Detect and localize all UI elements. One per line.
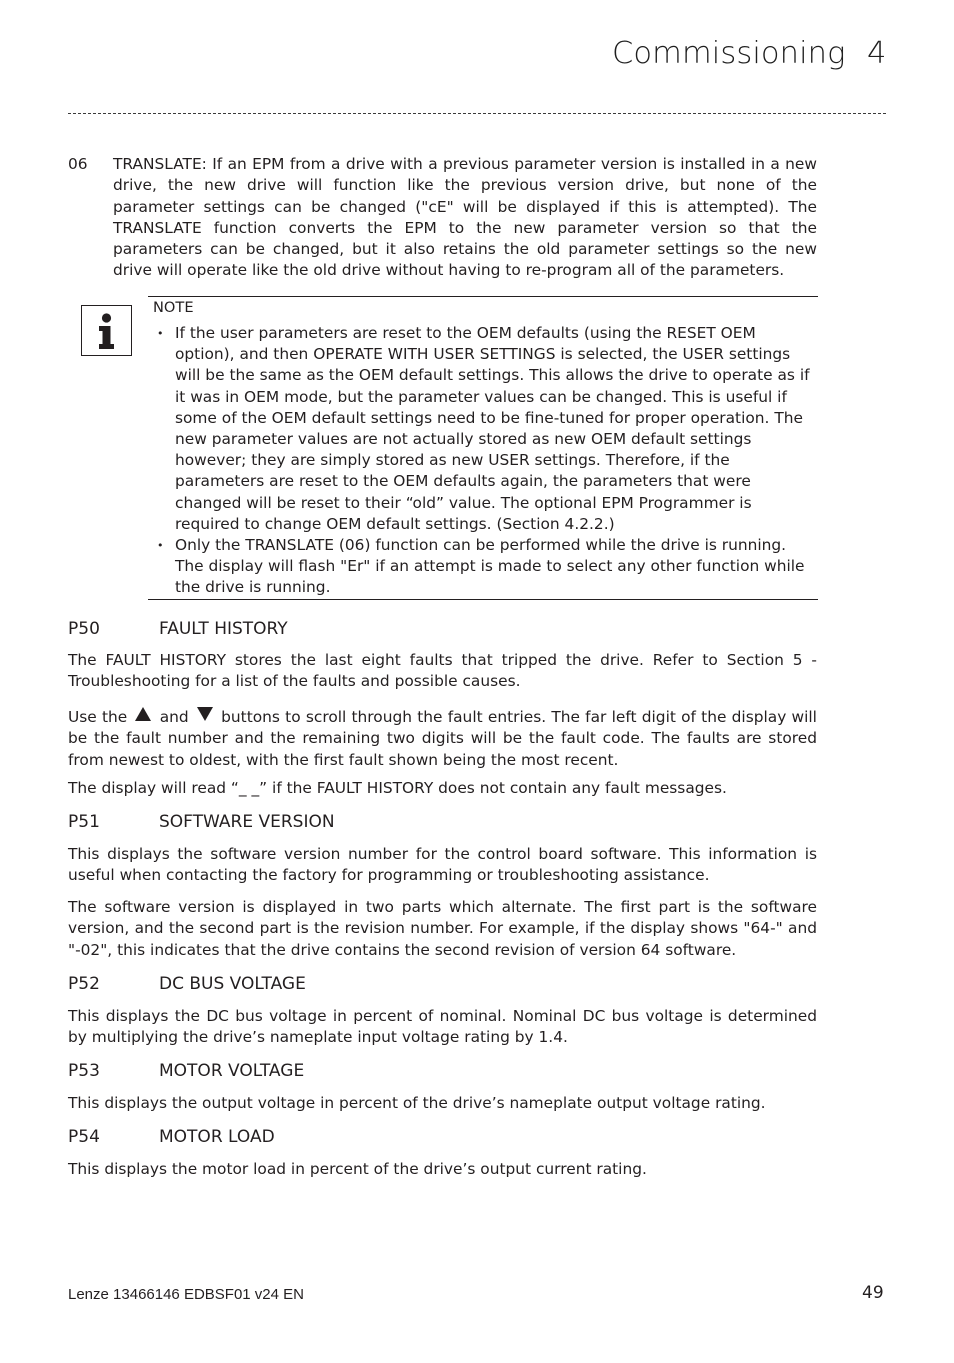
section-code-p52: P52 <box>68 974 100 994</box>
section-code-p54: P54 <box>68 1127 100 1147</box>
up-arrow-icon <box>135 707 151 721</box>
para2-rest: buttons to scroll through the fault entries. The far left digit of the display will be the fault number and the remaining two digits will be the fault code. The faults are stored from newest to oldest, with the first fault shown being the most recent. <box>68 708 817 769</box>
note-label: NOTE <box>153 299 194 316</box>
note-bullet-text: If the user parameters are reset to the OEM defaults (using the RESET OEM option), and then OPERATE WITH USER SETTINGS is selected, the USER settings will be the same as the OEM default settings. This allows the drive to operate as if it was in OEM mode, but the parameter values can be changed. This is useful if some of the OEM default settings need to be fine-tuned for proper operation. The new parameter values are not actually stored as new OEM default settings however; they are simply stored as new USER settings. Therefore, if the parameters are reset to the OEM defaults again, the parameters that were changed will be reset to their “old” value. The optional EPM Programmer is required to change OEM default settings. (Section 4.2.2.) <box>175 324 810 533</box>
section-title-dc-bus-voltage: DC BUS VOLTAGE <box>159 974 306 994</box>
motor-voltage-paragraph: This displays the output voltage in percent of the drive’s nameplate output voltage rating. <box>68 1094 766 1112</box>
section-title-fault-history: FAULT HISTORY <box>159 619 288 639</box>
chapter-number: 4 <box>867 36 887 71</box>
note-top-rule <box>148 296 818 297</box>
fault-history-paragraph-2 <box>68 707 817 771</box>
note-bullet <box>153 535 813 599</box>
chapter-title: Commissioning <box>612 36 846 71</box>
translate-paragraph: TRANSLATE: If an EPM from a drive with a previous parameter version is installed in a new drive, the new drive will function like the previous version drive, but none of the parameter settings can be changed ("cE" will be displayed if this is attempted). The TRANSLATE function converts the EPM to the new parameter version so that the parameters can be changed, but it also retains the old parameter settings so the new drive will operate like the old drive without having to re-program all of the parameters. <box>113 155 817 280</box>
note-bullet-text: Only the TRANSLATE (06) function can be performed while the drive is running. The display will flash "Er" if an attempt is made to select any other function while the drive is running. <box>175 536 805 597</box>
fault-history-paragraph-3: The display will read “_ _” if the FAULT HISTORY does not contain any fault messages. <box>68 779 727 797</box>
section-code-p50: P50 <box>68 619 100 639</box>
note-bullets <box>153 323 813 599</box>
software-version-paragraph-1: This displays the software version number for the control board software. This information is useful when contacting the factory for programming or troubleshooting assistance. <box>68 845 817 885</box>
software-version-paragraph-2: The software version is displayed in two parts which alternate. The first part is the software version, and the second part is the revision number. For example, if the display shows "64-" and "-02", this indicates that the drive contains the second revision of version 64 software. <box>68 898 817 959</box>
para2-start: Use the <box>68 708 128 726</box>
section-title-motor-voltage: MOTOR VOLTAGE <box>159 1061 305 1081</box>
info-icon <box>81 305 132 356</box>
bullet-dot-icon: • <box>157 327 164 340</box>
section-code-p51: P51 <box>68 812 100 832</box>
section-title-motor-load: MOTOR LOAD <box>159 1127 275 1147</box>
fault-history-paragraph-1: The FAULT HISTORY stores the last eight faults that tripped the drive. Refer to Section 5 - Troubleshooting for a list of the faults and possible causes. <box>68 651 817 691</box>
section-code-p53: P53 <box>68 1061 100 1081</box>
note-bullet <box>153 323 813 535</box>
section-title-software-version: SOFTWARE VERSION <box>159 812 335 832</box>
header-divider <box>68 113 886 114</box>
bullet-dot-icon: • <box>157 539 164 553</box>
down-arrow-icon <box>197 707 213 721</box>
item-number: 06 <box>68 155 88 173</box>
page-number: 49 <box>862 1283 884 1303</box>
dc-bus-voltage-paragraph: This displays the DC bus voltage in percent of nominal. Nominal DC bus voltage is determined by multiplying the drive’s nameplate input voltage rating by 1.4. <box>68 1007 817 1047</box>
motor-load-paragraph: This displays the motor load in percent of the drive’s output current rating. <box>68 1160 647 1178</box>
footer-document-id: Lenze 13466146 EDBSF01 v24 EN <box>68 1286 304 1303</box>
note-bottom-rule <box>148 599 818 600</box>
para2-and: and <box>159 708 189 726</box>
